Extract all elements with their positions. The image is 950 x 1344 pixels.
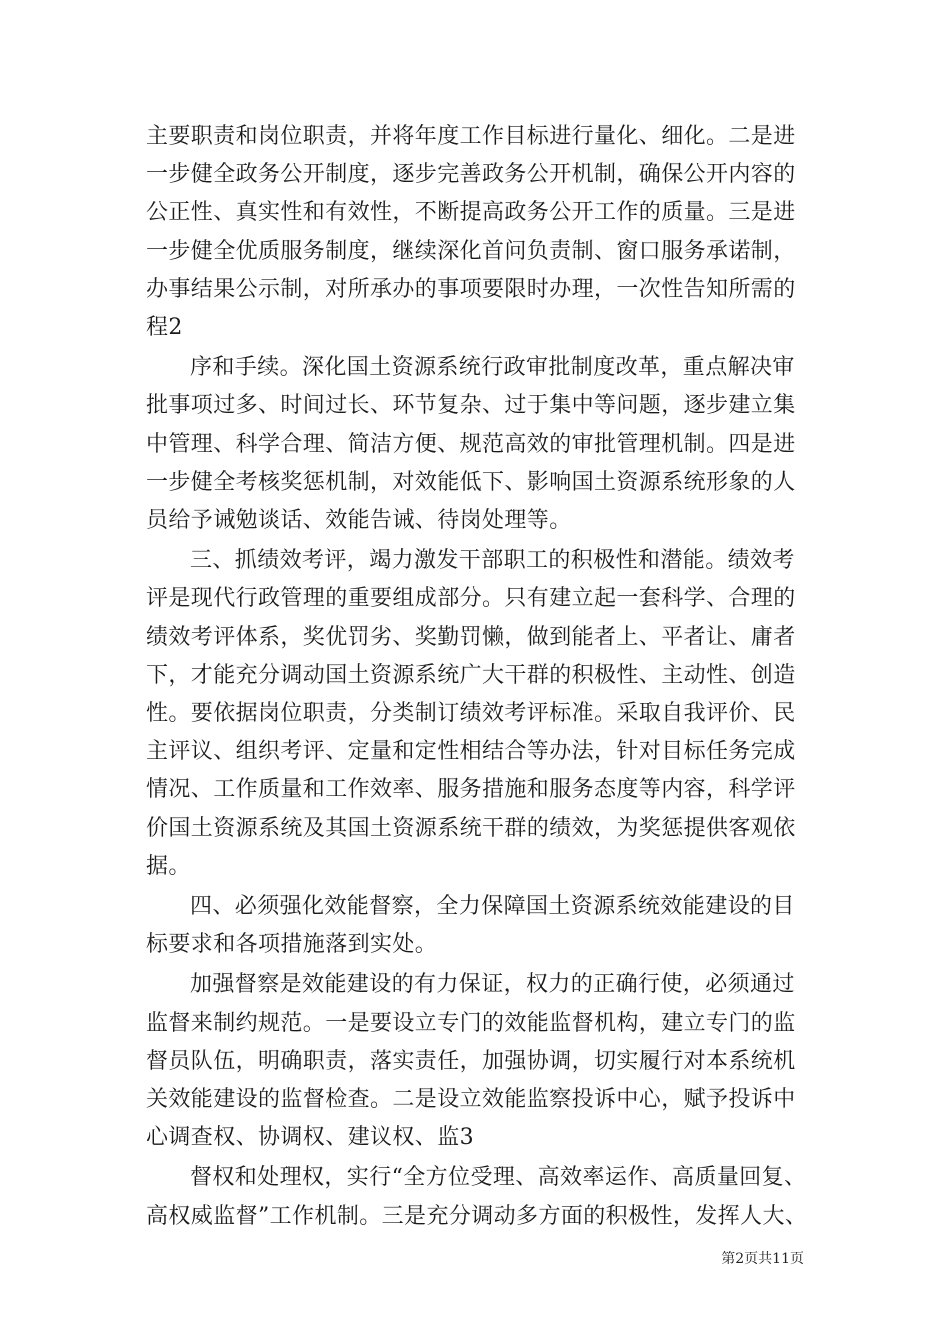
text-line: 一步健全优质服务制度，继续深化首问负责制、窗口服务承诺制，: [146, 238, 796, 264]
text-line: 程2: [146, 315, 183, 341]
text-line: 心调查权、协调权、建议权、监3: [146, 1125, 474, 1151]
text-line: 评是现代行政管理的重要组成部分。只有建立起一套科学、合理的: [146, 586, 796, 612]
text-line: 督员队伍，明确职责，落实责任，加强协调，切实履行对本系统机: [146, 1048, 796, 1074]
text-line: 监督来制约规范。一是要设立专门的效能监督机构，建立专门的监: [146, 1010, 796, 1036]
text-line: 高权威监督”工作机制。三是充分调动多方面的积极性，发挥人大、: [146, 1203, 808, 1229]
text-line: 主要职责和岗位职责，并将年度工作目标进行量化、细化。二是进: [146, 124, 796, 149]
text-line: 一步健全考核奖惩机制，对效能低下、影响国土资源系统形象的人: [146, 469, 796, 495]
text-line: 三、抓绩效考评，竭力激发干部职工的积极性和潜能。绩效考: [190, 548, 795, 574]
text-line: 办事结果公示制，对所承办的事项要限时办理，一次性告知所需的: [146, 276, 796, 302]
text-line: 标要求和各项措施落到实处。: [146, 932, 438, 958]
text-line: 据。: [146, 853, 191, 879]
text-line: 性。要依据岗位职责，分类制订绩效考评标准。采取自我评价、民: [146, 701, 796, 727]
text-line: 主评议、组织考评、定量和定性相结合等办法，针对目标任务完成: [146, 739, 796, 765]
paragraph-5: [146, 966, 816, 1157]
text-line: 价国土资源系统及其国土资源系统干群的绩效，为奖惩提供客观依: [146, 815, 796, 841]
paragraph-4: [146, 888, 816, 964]
text-line: 情况、工作质量和工作效率、服务措施和服务态度等内容，科学评: [146, 777, 796, 803]
text-line: 下，才能充分调动国土资源系统广大干群的积极性、主动性、创造: [146, 662, 796, 688]
text-line: 关效能建设的监督检查。二是设立效能监察投诉中心，赋予投诉中: [146, 1087, 796, 1113]
text-line: 公正性、真实性和有效性，不断提高政务公开工作的质量。三是进: [146, 200, 796, 226]
paragraph-6: [146, 1159, 816, 1235]
paragraph-3: [146, 542, 816, 886]
document-body: [146, 118, 816, 1236]
page-number-footer: 第2页共11页: [721, 1251, 804, 1267]
paragraph-2: [146, 349, 816, 540]
text-line: 员给予诫勉谈话、效能告诫、待岗处理等。: [146, 508, 572, 534]
paragraph-1: [146, 118, 816, 347]
text-line: 序和手续。深化国土资源系统行政审批制度改革，重点解决审: [190, 355, 795, 381]
text-line: 绩效考评体系，奖优罚劣、奖勤罚懒，做到能者上、平者让、庸者: [146, 624, 796, 650]
text-line: 批事项过多、时间过长、环节复杂、过于集中等问题，逐步建立集: [146, 393, 796, 419]
text-line: 加强督察是效能建设的有力保证，权力的正确行使，必须通过: [190, 972, 795, 998]
text-line: 四、必须强化效能督察，全力保障国土资源系统效能建设的目: [190, 894, 795, 920]
text-line: 中管理、科学合理、简洁方便、规范高效的审批管理机制。四是进: [146, 431, 796, 457]
text-line: 督权和处理权，实行“全方位受理、高效率运作、高质量回复、: [190, 1165, 807, 1191]
text-line: 一步健全政务公开制度，逐步完善政务公开机制，确保公开内容的: [146, 162, 796, 188]
